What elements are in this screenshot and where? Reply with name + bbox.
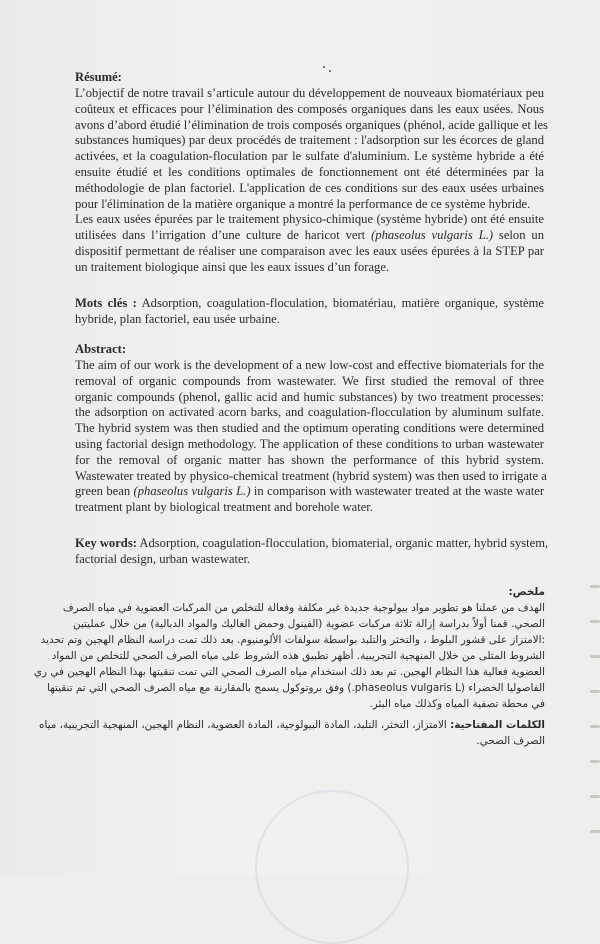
- arabic-abstract-heading: ملخص:: [508, 586, 545, 598]
- resume-line: avons d’abord étudié l’élimination de trois composés organiques (phénol, acide gallique et les: [75, 117, 548, 132]
- arabic-line: :الامتزاز على قشور البلوط ، والتخثر والتلبد بواسطة سولفات الألومنيوم. بعد ذلك تمت دراسة النظام الهجين وتم تحديد: [40, 634, 545, 646]
- mots-cles-line: [75, 296, 544, 312]
- resume-line: L’objectif de notre travail s’articule autour du développement de nouveaux biomatériaux peu: [75, 86, 544, 100]
- resume-line: Les eaux usées épurées par le traitement physico-chimique (système hybride) ont été ensuite: [75, 212, 544, 227]
- arabic-line: الفاصوليا الخضراء (phaseolus vulgaris L.) وفق بروتوكول يسمح بالمقارنة مع مياه الصرف الصحي التي تم تنقيتها: [47, 682, 545, 694]
- mots-cles-label: Mots clés :: [75, 296, 137, 310]
- abstract-line: for the removal of organic matter has shown the performance of this hybrid system.: [75, 452, 544, 467]
- binding-hole: [590, 620, 600, 623]
- binding-hole: [590, 830, 600, 833]
- key-words-section: [75, 536, 549, 568]
- resume-heading: Résumé:: [75, 70, 122, 84]
- binding-hole: [590, 655, 600, 658]
- arabic-line: الصحي. قمنا أولاً بدراسة إزالة ثلاثة مركبات عضوية (الفينول وحمض الغاليك والمواد الدبالية) من خلال عمليتين: [73, 618, 545, 630]
- abstract-line: The aim of our work is the development of a new low-cost and effective biomaterials for the: [75, 358, 544, 372]
- arabic-line: في محطة تصفية المياه وكذلك مياه البئر.: [369, 698, 545, 710]
- resume-line: activées, et la coagulation-floculation par le sulfate d'aluminium. Le système hybride a été: [75, 149, 544, 164]
- mots-cles-section: [75, 296, 544, 328]
- species-name: (phaseolus vulgaris L.): [133, 484, 251, 499]
- abstract-line: removal of organic compounds from wastewater. We first studied the removal of three: [75, 373, 544, 388]
- abstract-text: green bean: [75, 484, 131, 499]
- key-words-text: Adsorption, coagulation-flocculation, biomaterial, organic matter, hybrid system,: [136, 536, 549, 550]
- resume-section: [75, 70, 548, 276]
- species-name: (phaseolus vulgaris L.): [371, 228, 494, 243]
- resume-line: pour l'élimination de la matière organique a montré la performance de ce système hybride.: [75, 196, 531, 211]
- arabic-keywords-line: الصرف الصحي.: [476, 735, 545, 747]
- binding-hole: [590, 725, 600, 728]
- binding-hole: [590, 795, 600, 798]
- abstract-line-species: [75, 484, 544, 500]
- faint-stamp: [255, 790, 409, 944]
- abstract-heading: Abstract:: [75, 342, 127, 356]
- arabic-abstract-section: [33, 584, 545, 712]
- abstract-section: [75, 342, 547, 516]
- resume-line-species: [75, 228, 544, 244]
- resume-text: utilisées dans l’irrigation d’une culture de haricot vert: [75, 228, 366, 243]
- resume-line: ensuite étudié et les conditions optimales de fonctionnement ont été déterminées par la: [75, 164, 544, 179]
- resume-text: selon un: [493, 228, 544, 243]
- arabic-keywords-section: [39, 717, 545, 749]
- binding-hole: [590, 760, 600, 763]
- abstract-text: in comparison with wastewater treated at the waste water: [250, 484, 545, 499]
- arabic-keywords-line: [39, 717, 545, 733]
- arabic-line: الشروط المثلى من خلال المنهجية التجريبية. أظهر تطبيق هذه الشروط على مياه الصرف الصحي للتخلص من المواد: [51, 650, 545, 662]
- mots-cles-line: hybride, plan factoriel, eau usée urbaine.: [75, 311, 280, 326]
- arabic-keywords-label: الكلمات المفتاحية:: [450, 719, 545, 731]
- key-words-label: Key words:: [75, 536, 137, 550]
- abstract-line: Wastewater treated by physico-chemical treatment (hybrid system) was then used to irrigate a: [75, 468, 547, 483]
- binding-hole: [590, 690, 600, 693]
- key-words-line: factorial design, urban wastewater.: [75, 551, 251, 566]
- mots-cles-text: Adsorption, coagulation-floculation, biomatériau, matière organique, système: [136, 296, 544, 310]
- binding-hole: [590, 585, 600, 588]
- key-words-line: [75, 536, 549, 552]
- resume-line: coûteux et efficaces pour l’élimination des composés organiques dans les eaux usées. Nous: [75, 101, 544, 116]
- resume-line: méthodologie de plan factoriel. L'application de ces conditions sur des eaux usées urbaines: [75, 180, 544, 195]
- abstract-line: organic compounds (phenol, gallic acid and humic substances) by two treatment processes:: [75, 389, 544, 404]
- arabic-line: الهدف من عملنا هو تطوير مواد بيولوجية جديدة غير مكلفة وفعالة للتخلص من المركبات العضوية في مياه الصرف: [62, 602, 545, 614]
- arabic-keywords-text: الامتزاز، التخثر، التلبد، المادة البيولوجية، المادة العضوية، النظام الهجين، المنهجية التجريبية، مياه: [39, 719, 451, 731]
- arabic-line: العضوية فعالية هذا النظام الهجين. تم بعد ذلك استخدام مياه الصرف الصحي التي تمت تنقيتها بهذا النظام الهجين في ري: [33, 666, 545, 678]
- abstract-line: treatment plant by biological treatment and borehole water.: [75, 500, 373, 515]
- resume-line: dispositif permettant de réaliser une comparaison avec les eaux usées épurées à la STEP par: [75, 243, 544, 258]
- resume-line: substances humiques) par deux procédés de traitement : l'adsorption sur les écorces de gland: [75, 133, 544, 148]
- abstract-line: using factorial design methodology. The application of these conditions to urban wastewater: [75, 436, 544, 451]
- resume-line: un traitement biologique ainsi que les eaux issues d’un forage.: [75, 259, 390, 274]
- scan-speck: [323, 66, 325, 68]
- abstract-line: The hybrid system was then studied and the optimum operating conditions were determined: [75, 421, 544, 436]
- abstract-line: the adsorption on activated acorn barks, and coagulation-flocculation by aluminum sulfate.: [75, 405, 544, 420]
